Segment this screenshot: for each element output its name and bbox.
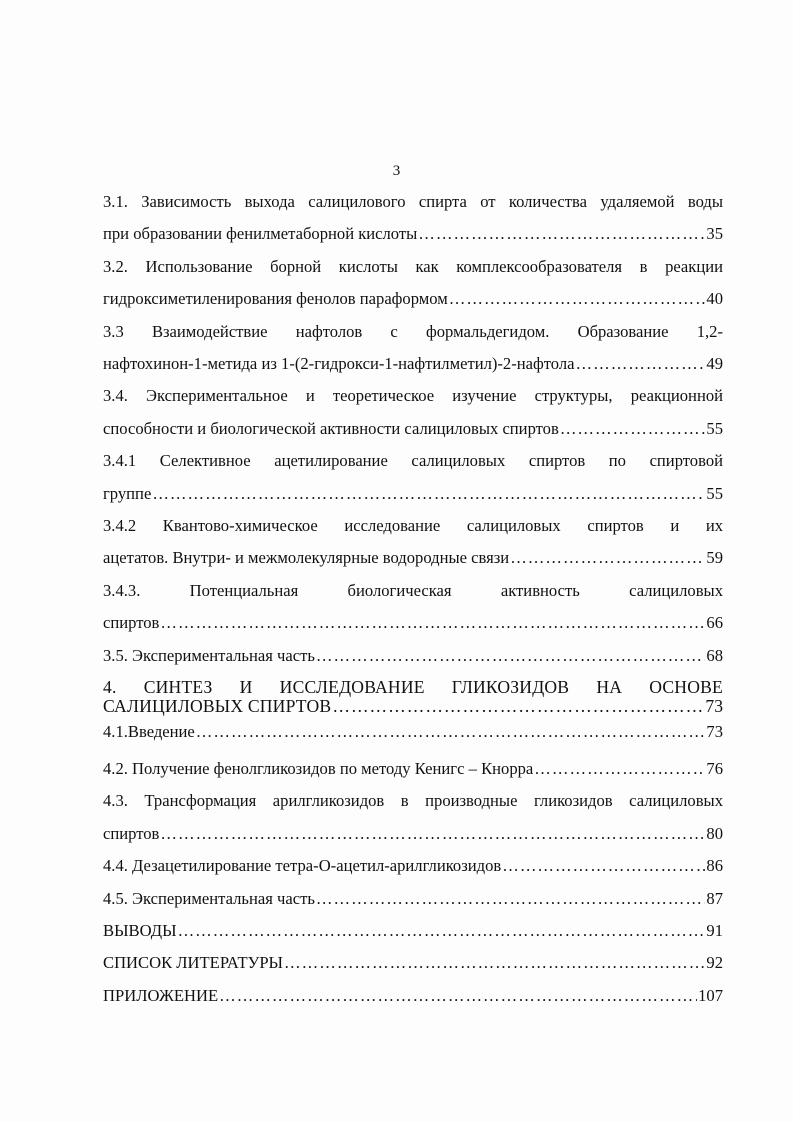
toc-entry-3-2: [103, 251, 723, 316]
toc-entry-references: [103, 947, 723, 979]
toc-entry-title: спиртов: [103, 613, 160, 633]
toc-entry-line: 4.3. Трансформация арилгликозидов в производные гликозидов салициловых: [103, 791, 723, 811]
dot-leader: [449, 283, 706, 315]
toc-entry-last-line: [103, 542, 723, 574]
toc-entry-line: 3.4.1 Селективное ацетилирование салициловых спиртов по спиртовой: [103, 451, 723, 471]
dot-leader: [219, 980, 697, 1012]
toc-entry-page: 92: [706, 953, 723, 973]
toc-entry-title: ацетатов. Внутри- и межмолекулярные водородные связи: [103, 548, 510, 568]
toc-entry-last-line: [103, 607, 723, 639]
toc-entry-4: [103, 678, 723, 716]
toc-entry-last-line: [103, 478, 723, 510]
toc-entry-3-3: [103, 316, 723, 381]
dot-leader: [284, 947, 705, 979]
toc-entry-last-line: [103, 883, 723, 915]
toc-entry-last-line: [103, 947, 723, 979]
toc-entry-4-5: [103, 883, 723, 915]
dot-leader: [560, 413, 706, 445]
toc-entry-last-line: [103, 721, 723, 743]
toc-entry-page: 49: [706, 353, 723, 373]
toc-entry-last-line: [103, 348, 723, 380]
toc-entry-title: 4.5. Экспериментальная часть: [103, 888, 315, 908]
toc-entry-page: 76: [706, 758, 723, 778]
toc-entry-last-line: [103, 915, 723, 947]
toc-entry-title: способности и биологической активности салициловых спиртов: [103, 418, 559, 438]
dot-leader: [316, 640, 705, 672]
toc-entry-line: 4. СИНТЕЗ И ИССЛЕДОВАНИЕ ГЛИКОЗИДОВ НА ОСНОВЕ: [103, 677, 723, 697]
toc-entry-3-4-2: [103, 510, 723, 575]
toc-entry-line: 3.2. Использование борной кислоты как комплексообразователя в реакции: [103, 256, 723, 276]
toc-entry-last-line: [103, 850, 723, 882]
dot-leader: [502, 850, 705, 882]
toc-entry-last-line: [103, 640, 723, 672]
toc-entry-page: 55: [706, 483, 723, 503]
toc-entry-page: 86: [706, 856, 723, 876]
dot-leader: [576, 348, 706, 380]
toc-entry-4-2: [103, 753, 723, 785]
toc-entry-page: 40: [706, 289, 723, 309]
toc-entry-last-line: [103, 413, 723, 445]
toc-entry-title: нафтохинон-1-метида из 1-(2-гидрокси-1-нафтилметил)-2-нафтола: [103, 353, 575, 373]
toc-entry-last-line: [103, 218, 723, 250]
toc-entry-line: 3.4.2 Квантово-химическое исследование салициловых спиртов и их: [103, 515, 723, 535]
toc-entry-3-4-1: [103, 445, 723, 510]
dot-leader: [534, 753, 705, 785]
dot-leader: [510, 542, 705, 574]
toc-entry-3-4: [103, 380, 723, 445]
toc-entry-page: 35: [706, 224, 723, 244]
toc-entry-last-line: [103, 697, 723, 716]
toc-entry-page: 87: [706, 888, 723, 908]
toc-entry-page: 73: [706, 721, 723, 741]
dot-leader: [316, 883, 705, 915]
toc-entry-title: спиртов: [103, 823, 160, 843]
dot-leader: [160, 818, 705, 850]
toc-entry-line: 3.4. Экспериментальное и теоретическое изучение структуры, реакционной: [103, 386, 723, 406]
toc-entry-appendix: [103, 980, 723, 1012]
toc-entry-title: группе: [103, 483, 152, 503]
dot-leader: [418, 218, 705, 250]
toc-entry-3-5: [103, 640, 723, 672]
page-number: 3: [392, 163, 401, 179]
toc-entry-page: 91: [706, 921, 723, 940]
toc-entry-page: 107: [698, 985, 723, 1005]
table-of-contents: [103, 186, 723, 1012]
toc-entry-title: 4.1.Введение: [103, 721, 195, 741]
toc-entry-title: 3.5. Экспериментальная часть: [103, 645, 315, 665]
dot-leader: [152, 478, 705, 510]
toc-entry-line: 3.3 Взаимодействие нафтолов с формальдегидом. Образование 1,2-: [103, 321, 723, 341]
toc-entry-page: 66: [706, 613, 723, 633]
toc-entry-last-line: [103, 980, 723, 1012]
toc-entry-page: 73: [705, 696, 723, 716]
toc-entry-last-line: [103, 818, 723, 850]
toc-entry-title: 4.2. Получение фенолгликозидов по методу Кенигс – Кнорра: [103, 758, 534, 778]
toc-entry-line: 3.1. Зависимость выхода салицилового спирта от количества удаляемой воды: [103, 192, 723, 211]
toc-entry-4-4: [103, 850, 723, 882]
dot-leader: [332, 697, 704, 716]
toc-entry-last-line: [103, 753, 723, 785]
toc-entry-title: СПИСОК ЛИТЕРАТУРЫ: [103, 953, 284, 973]
toc-entry-line: 3.4.3. Потенциальная биологическая активность салициловых: [103, 580, 723, 600]
toc-entry-3-4-3: [103, 575, 723, 640]
toc-entry-title: гидроксиметиленирования фенолов параформом: [103, 289, 448, 309]
toc-entry-last-line: [103, 283, 723, 315]
dot-leader: [178, 915, 706, 947]
toc-entry-title: ПРИЛОЖЕНИЕ: [103, 985, 219, 1005]
toc-entry-title: ВЫВОДЫ: [103, 921, 177, 940]
toc-entry-title: при образовании фенилметаборной кислоты: [103, 224, 418, 244]
toc-entry-page: 59: [706, 548, 723, 568]
dot-leader: [160, 607, 705, 639]
toc-entry-3-1: [103, 186, 723, 251]
toc-entry-page: 68: [706, 645, 723, 665]
dot-leader: [196, 721, 706, 743]
toc-entry-title: 4.4. Дезацетилирование тетра-О-ацетил-арилгликозидов: [103, 856, 502, 876]
toc-entry-4-3: [103, 785, 723, 850]
toc-entry-title: САЛИЦИЛОВЫХ СПИРТОВ: [103, 696, 332, 716]
toc-entry-page: 80: [706, 823, 723, 843]
toc-entry-4-1: [103, 721, 723, 743]
toc-entry-conclusions: [103, 915, 723, 947]
toc-entry-page: 55: [706, 418, 723, 438]
